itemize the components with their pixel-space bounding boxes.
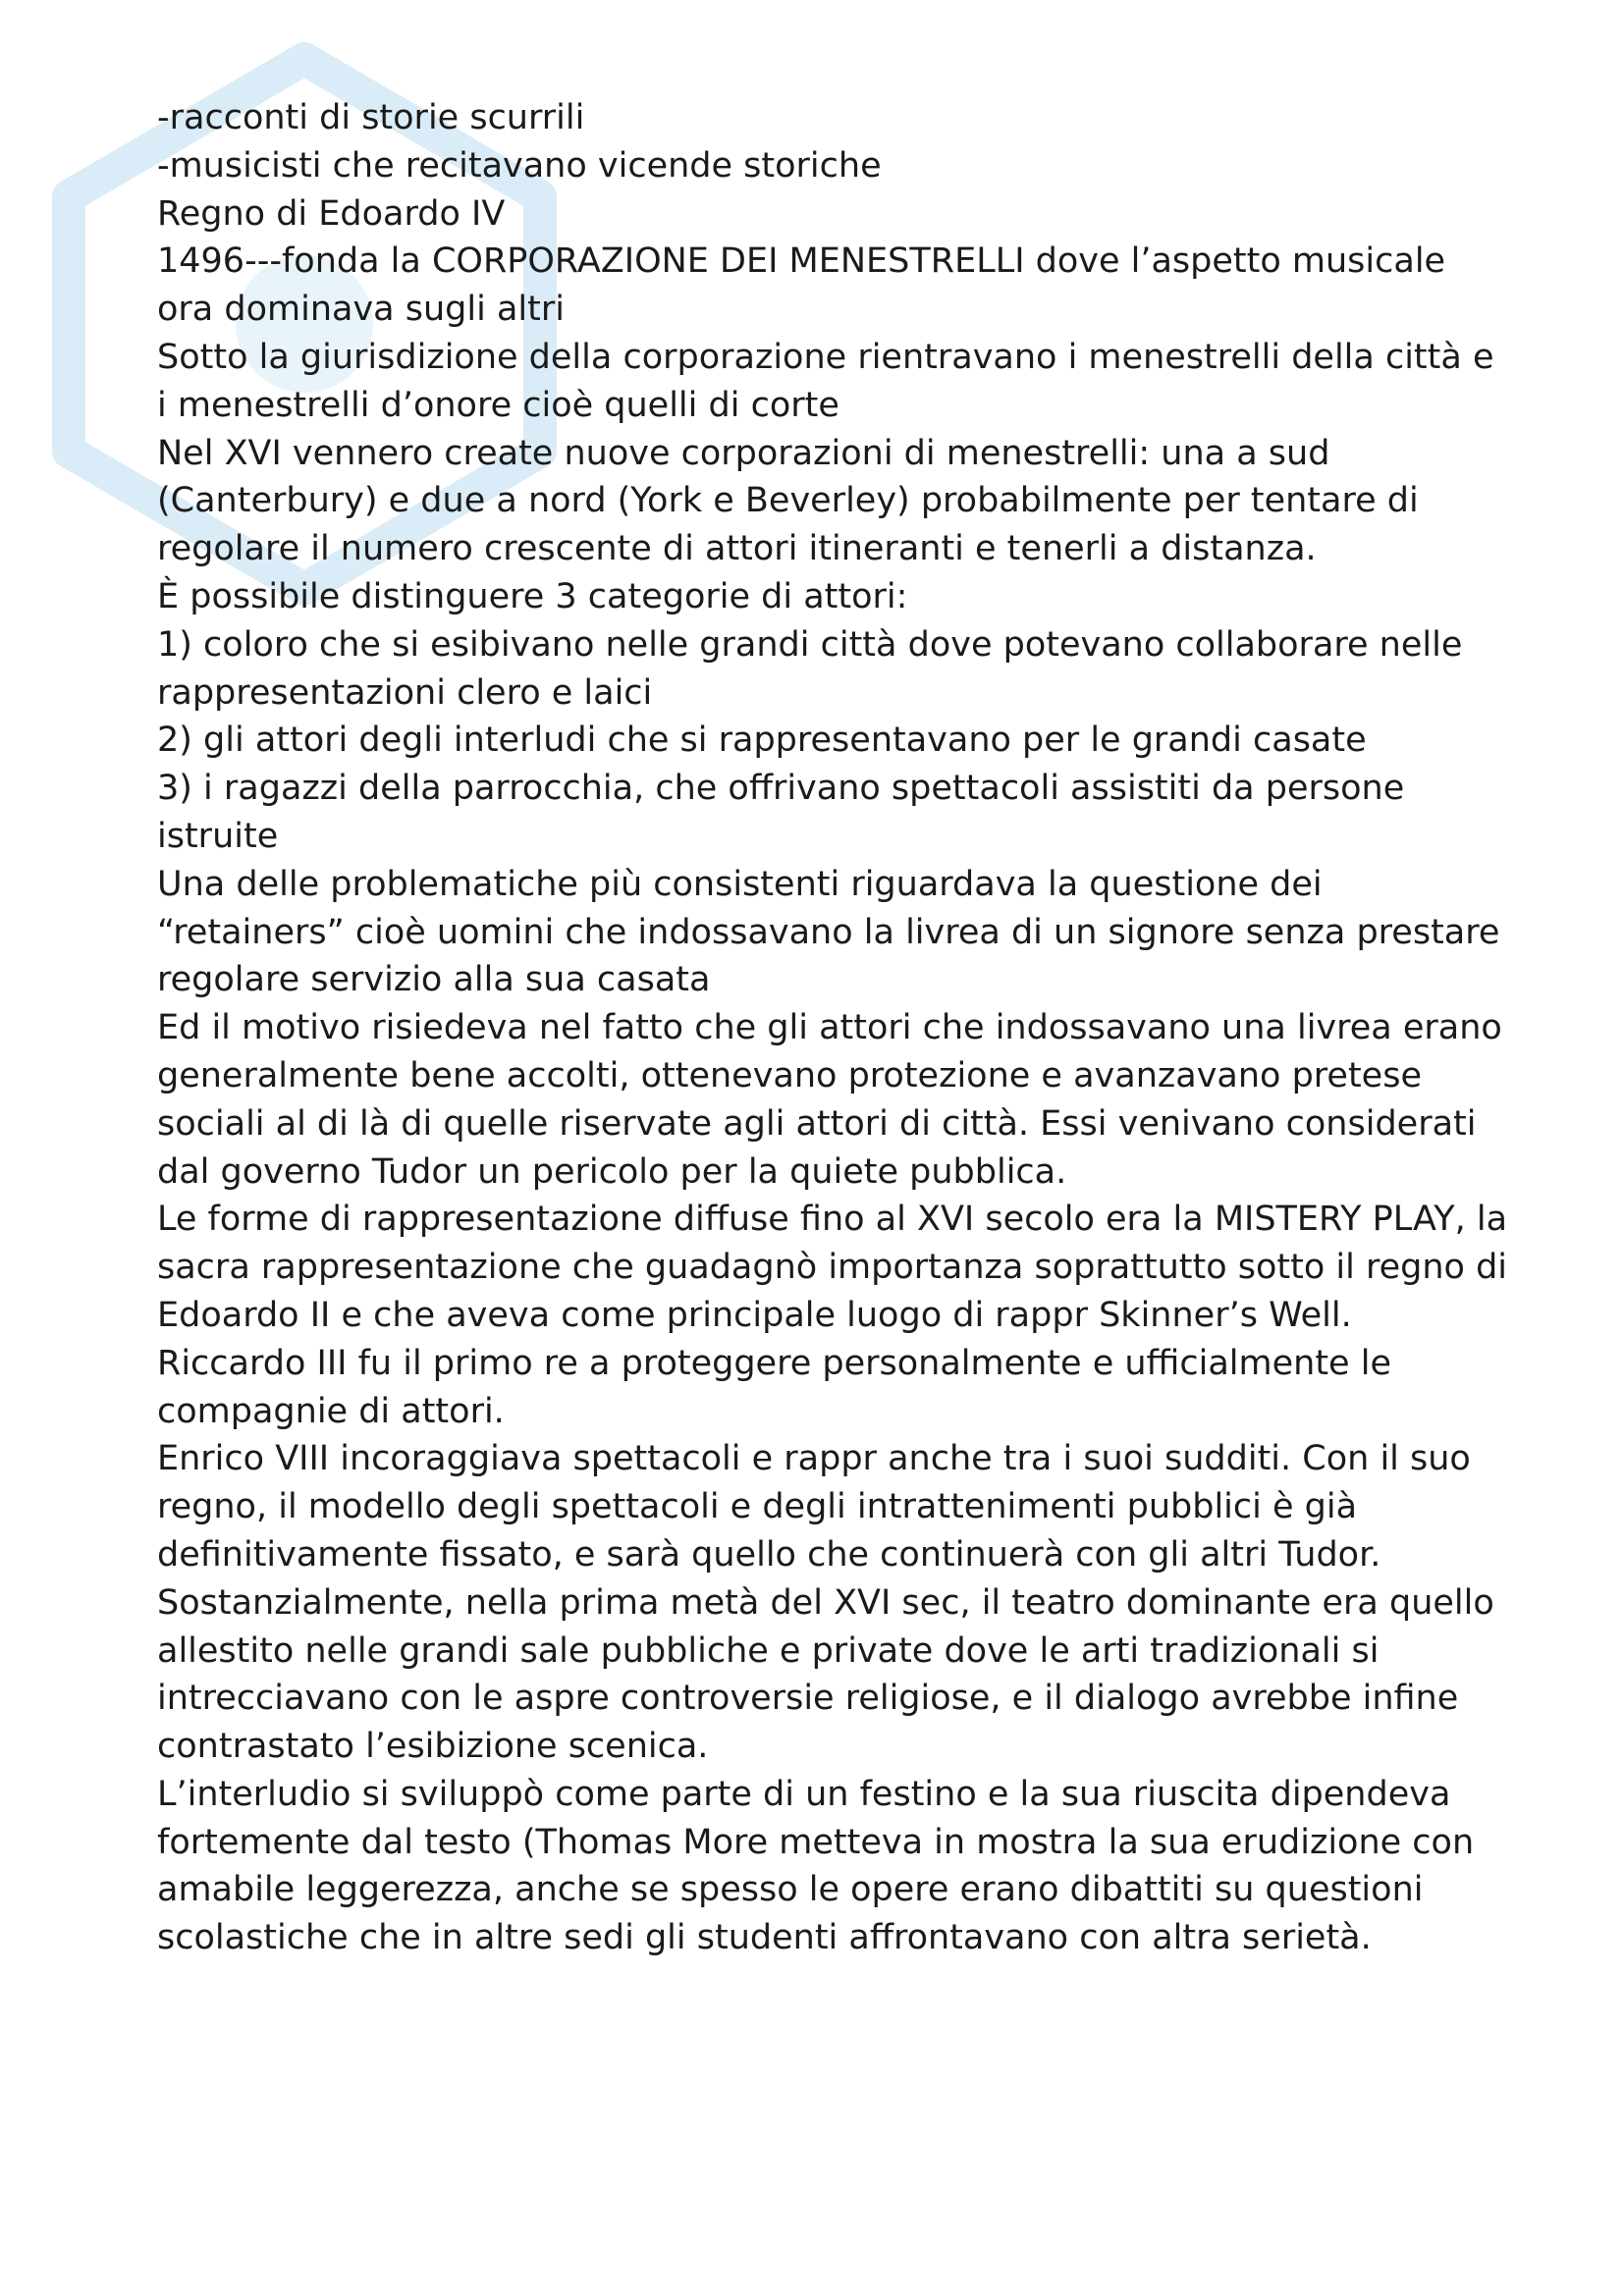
document-body	[157, 94, 1512, 1962]
text-paragraph: L’interludio si sviluppò come parte di un festino e la sua riuscita dipendeva fortemente dal testo (Thomas More metteva in mostra la sua erudizione con amabile leggerezza, anche se spesso le opere erano dibattiti su questioni scolastiche che in altre sedi gli studenti affrontavano con altra serietà.	[157, 1774, 1475, 1958]
text-paragraph: Una delle problematiche più consistenti riguardava la questione dei “retainers” cioè uomini che indossavano la livrea di un signore senza prestare regolare servizio alla sua casata	[157, 864, 1500, 1000]
list-item: 2) gli attori degli interludi che si rappresentavano per le grandi casate	[157, 721, 1367, 761]
text-paragraph: Nel XVI vennero create nuove corporazioni di menestrelli: una a sud (Canterbury) e due a nord (York e Beverley) probabilmente per tentare di regolare il numero crescente di attori itineranti e tenerli a distanza.	[157, 433, 1419, 569]
text-paragraph: Riccardo III fu il primo re a proteggere personalmente e ufficialmente le compagnie di attori.	[157, 1343, 1391, 1431]
list-item: 1) coloro che si esibivano nelle grandi città dove potevano collaborare nelle rappresentazioni clero e laici	[157, 624, 1463, 713]
text-line: -racconti di storie scurrili	[157, 98, 585, 137]
list-item: 3) i ragazzi della parrocchia, che offrivano spettacoli assistiti da persone istruite	[157, 769, 1405, 856]
text-paragraph: Enrico VIII incoraggiava spettacoli e rappr anche tra i suoi sudditi. Con il suo regno, il modello degli spettacoli e degli intrattenimenti pubblici è già definitivamente fissato, e sarà quello che continuerà con gli altri Tudor.	[157, 1439, 1471, 1575]
text-paragraph: 1496---fonda la CORPORAZIONE DEI MENESTRELLI dove l’aspetto musicale ora dominava sugli altri	[157, 241, 1446, 330]
text-line: -musicisti che recitavano vicende storiche	[157, 145, 882, 186]
text-line: È possibile distinguere 3 categorie di attori:	[157, 576, 908, 616]
text-paragraph: Sotto la giurisdizione della corporazione rientravano i menestrelli della città e i menestrelli d’onore cioè quelli di corte	[157, 337, 1494, 425]
text-paragraph: Ed il motivo risiedeva nel fatto che gli attori che indossavano una livrea erano generalmente bene accolti, ottenevano protezione e avanzavano pretese sociali al di là di quelle riservate agli attori di città. Essi venivano considerati dal governo Tudor un pericolo per la quiete pubblica.	[157, 1008, 1502, 1192]
text-line: Regno di Edoardo IV	[157, 193, 506, 234]
text-paragraph: Sostanzialmente, nella prima metà del XVI sec, il teatro dominante era quello allestito nelle grandi sale pubbliche e private dove le arti tradizionali si intrecciavano con le aspre controversie religiose, e il dialogo avrebbe infine contrastato l’esibizione scenica.	[157, 1582, 1494, 1767]
text-paragraph: Le forme di rappresentazione diffuse fino al XVI secolo era la MISTERY PLAY, la sacra rappresentazione che guadagnò importanza soprattutto sotto il regno di Edoardo II e che aveva come principale luogo di rappr Skinner’s Well.	[157, 1200, 1508, 1335]
